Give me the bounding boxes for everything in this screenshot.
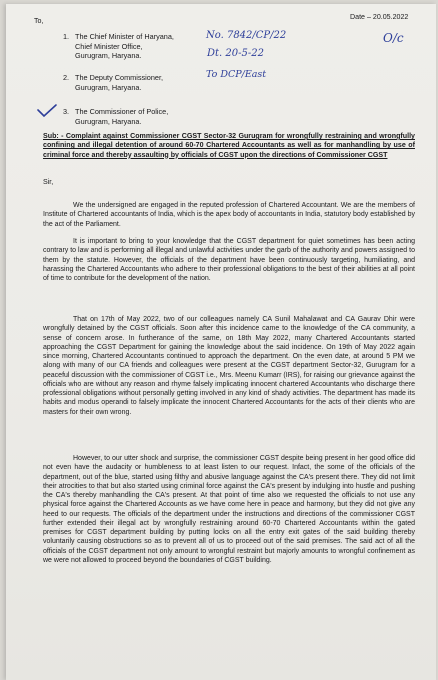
recipient-2-line-2: Gurugram, Haryana. (75, 82, 142, 92)
letter-date: Date – 20.05.2022 (350, 13, 409, 21)
body-paragraph-4 (43, 454, 415, 565)
body-paragraph-1 (43, 201, 415, 229)
salutation: Sir, (43, 178, 54, 186)
recipient-2-number: 2. (63, 73, 70, 82)
handwritten-date: Dt. 20-5-22 (207, 48, 264, 59)
paragraph-text: That on 17th of May 2022, two of our colleagues namely CA Sunil Mahalawat and CA Gaurav Dhir were wrongfully detained by the CGST officials. Soon after this incidence came to the knowledge of the CA community, a sense of concern arose. In furtherance of the same, on 18th May 2022, many Chartered Accountants started approaching the CGST Department for gaining the knowledge about the said incidence. On 19th of May 2022 again since morning, Chartered Accountants continued to approach the department. On the even date, at around 5 PM we along with many of our CA friends and colleagues were present at the CGST department Sector-32, Gurugram for a peaceful discussion with the commissioner of CGST i.e., Mrs. Meenu Kumarr (IRS), for raising our grievance against the officials who are without any reason and rhyme falsely implicating innocent chartered Accountants who discharge there professional obligations without personally getting involved in any kind of shady activities. The department has made its habits and modus operandi to falsely implicate the innocent Chartered Accountants for the acts of their clients who are masters for their own wrong. (43, 316, 415, 416)
recipient-2-line-1: The Deputy Commissioner, (75, 73, 164, 82)
recipient-1-number: 1. (63, 32, 70, 41)
to-label: To, (34, 17, 44, 25)
handwritten-ref-number: No. 7842/CP/22 (206, 30, 287, 41)
paragraph-text: It is important to bring to your knowledge that the CGST department for quiet sometimes has been acting contrary to law and is performing all illegal and unlawful activities under the garb of the authority and powers assigned to them by the statute. However, the officials of the department have been continuously targeting, humiliating, and harassing the Chartered Accountants who adhere to their professional obligations to the best of their abilities at all point of time to contribute for the development of the nation. (43, 238, 415, 282)
recipient-1-line-3: Gurugram, Haryana. (75, 51, 142, 60)
letter-page (6, 4, 436, 680)
paragraph-text: However, to our utter shock and surprise, the commissioner CGST despite being present in her good office did not even have the audacity or humbleness to at least listen to our request. Infact, the some of the officials of the department, out of the blue, started using filthy and abusive language against the CA's present there. They did not limit their atrocities to that but also started using criminal force against the CA's present by indulging into hustle and pushing the CA's thereby manhandling the CA's present. At that point of time also we requested the officials to not use any physical force against the Chartered Accounts as we have come here in peace and harmony, but they did not give any heed to our requests. The officials of the department under the instructions and directions of the commissioner CGST further extended their illegal act by wrongfully restraining around 60-70 Chartered Accountants within the gated premises for CGST department building by putting locks on all the entry exit gates of the said building thereby voluntarily causing obstructions so as to prevent all of us to proceed out of the said premises. The said act of all the officials of the CGST department not only amount to wrongful restraint but majorly amounts to wrongful confinement as we were not allowed to proceed beyond the boundaries of CGST building. (43, 455, 415, 564)
recipient-1-line-2: Chief Minister Office, (75, 41, 143, 51)
letter-subject: Sub: - Complaint against Commissioner CGST Sector-32 Gurugram for wrongfully restraining and wrongfully confining and illegal detention of around 60-70 Chartered Accountants as well as for manhandling by use of criminal force and thereby assaulting by officials of CGST upon the directions of Commissioner CGST (43, 132, 415, 159)
recipient-1-line-1: The Chief Minister of Haryana, (75, 32, 174, 41)
body-paragraph-2 (43, 237, 415, 283)
handwritten-oc-note: O/c (383, 31, 404, 45)
handwritten-forward-note: To DCP/East (206, 69, 267, 80)
recipient-3-line-2: Gurugram, Haryana. (75, 116, 142, 126)
recipient-3-number: 3. (63, 107, 70, 116)
check-mark-icon (36, 104, 58, 118)
recipient-3-line-1: The Commissioner of Police, (75, 107, 169, 116)
paragraph-text: We the undersigned are engaged in the reputed profession of Chartered Accountant. We are the members of Institute of Chartered accountants of India, which is the apex body of accountants in India, statutory body established by the act of the Parliament. (43, 202, 415, 228)
body-paragraph-3 (43, 315, 415, 417)
